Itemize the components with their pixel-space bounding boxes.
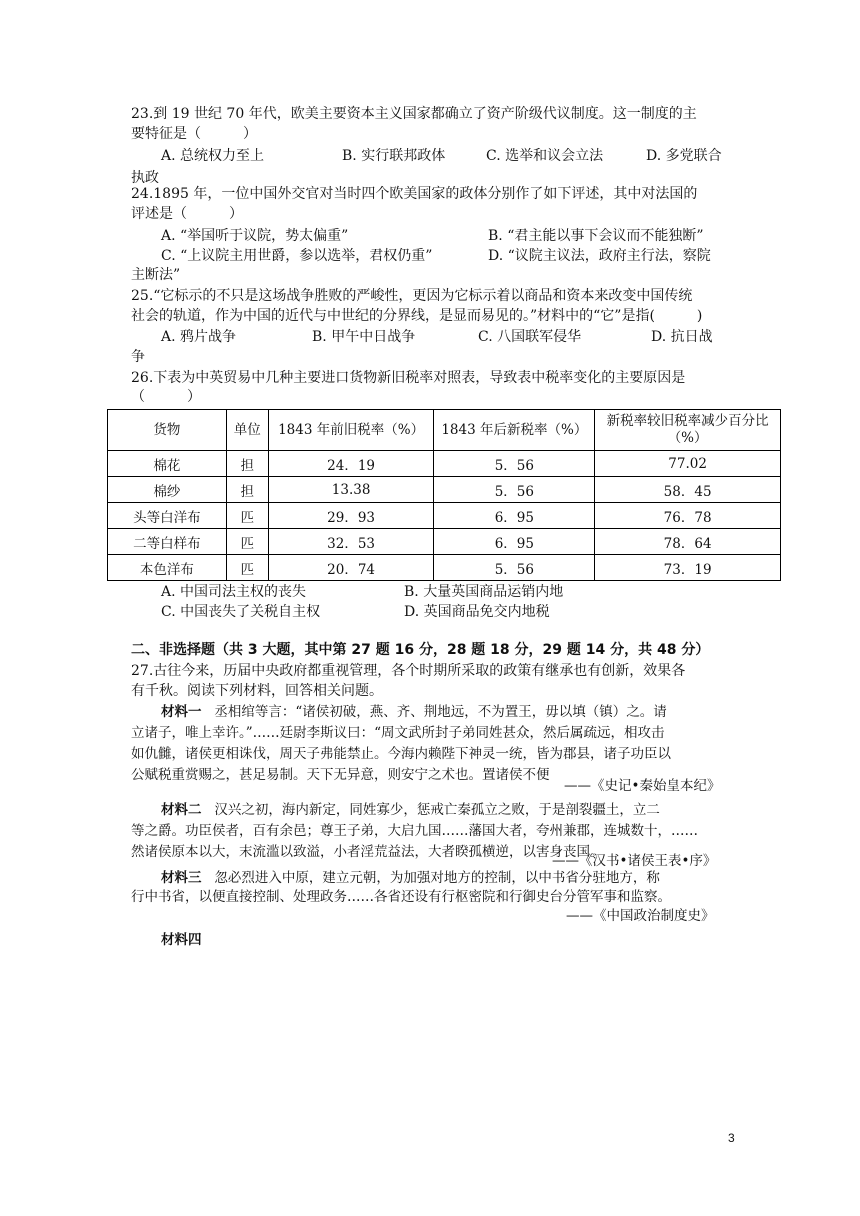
q23-option-d-wrap: 执政 <box>131 170 159 186</box>
q24-option-a: A. “举国听于议院，势太偏重” <box>161 228 349 244</box>
q26-option-d: D. 英国商品免交内地税 <box>404 604 550 620</box>
q26-stem-line1: 26.下表为中英贸易中几种主要进口货物新旧税率对照表，导致表中税率变化的主要原因是 <box>131 370 686 386</box>
material-1-line2: 立诸子，唯上幸许。”……廷尉李斯议曰：“周文武所封子弟同姓甚众，然后属疏远，相攻击 <box>131 725 665 741</box>
material-2-line2: 等之爵。功臣侯者，百有余邑；尊王子弟，大启九国……藩国大者，夸州兼郡，连城数十，…… <box>131 823 698 839</box>
cell-new-rate: 5．56 <box>434 555 595 581</box>
material-2-text: 汉兴之初，海内新定，同姓寡少，惩戒亡秦孤立之败，于是剖裂疆土，立二 <box>214 802 660 818</box>
table-header-row <box>108 410 781 451</box>
table-row <box>108 529 781 555</box>
material-3-label: 材料三 <box>161 870 202 886</box>
q25-option-d: D. 抗日战 <box>651 329 713 345</box>
material-2-source: ——《汉书•诸侯王表•序》 <box>552 853 717 869</box>
material-3-line1 <box>161 868 660 888</box>
cell-goods: 本色洋布 <box>108 555 227 581</box>
header-old-rate: 1843 年前旧税率（%） <box>268 410 434 451</box>
tax-rate-table <box>107 409 781 581</box>
cell-goods: 棉纱 <box>108 477 227 503</box>
q25-option-c: C. 八国联军侵华 <box>478 329 582 345</box>
material-1-label: 材料一 <box>161 704 202 720</box>
cell-unit: 担 <box>226 451 268 477</box>
q26-option-b: B. 大量英国商品运销内地 <box>404 584 564 600</box>
material-3-text: 忽必烈进入中原，建立元朝，为加强对地方的控制，以中书省分驻地方，称 <box>214 870 660 886</box>
header-new-rate: 1843 年后新税率（%） <box>434 410 595 451</box>
q27-stem-line1: 27.古往今来，历届中央政府都重视管理，各个时期所采取的政策有继承也有创新，效果各 <box>131 663 686 679</box>
header-reduction: 新税率较旧税率减少百分比（%） <box>595 410 781 451</box>
q25-stem-line2: 社会的轨道，作为中国的近代与中世纪的分界线，是显而易见的。”材料中的“它”是指( ) <box>131 308 703 324</box>
q24-stem-line2: 评述是（ ） <box>131 206 243 222</box>
table-row <box>108 503 781 529</box>
cell-new-rate: 6．95 <box>434 503 595 529</box>
material-1-line3: 如仇雠，诸侯更相诛伐，周天子弗能禁止。今海内赖陛下神灵一统，皆为郡县，诸子功臣以 <box>131 746 671 762</box>
cell-new-rate: 5．56 <box>434 477 595 503</box>
material-1-source: ——《史记•秦始皇本纪》 <box>564 778 721 794</box>
q26-option-c: C. 中国丧失了关税自主权 <box>161 604 321 620</box>
material-3-source: ——《中国政治制度史》 <box>566 908 715 924</box>
material-3-line2: 行中书省，以便直接控制、处理政务……各省还设有行枢密院和行御史台分管军事和监察。 <box>131 889 671 905</box>
cell-goods: 二等白样布 <box>108 529 227 555</box>
cell-unit: 匹 <box>226 503 268 529</box>
table-row <box>108 477 781 503</box>
cell-new-rate: 5．56 <box>434 451 595 477</box>
material-2-line3: 然诸侯原本以大，末流滥以致溢，小者淫荒益法，大者睽孤横逆，以害身丧国。 <box>131 844 604 860</box>
q24-option-d-wrap: 主断法” <box>131 267 181 283</box>
material-1-line1 <box>161 702 667 722</box>
table-row <box>108 555 781 581</box>
q23-stem-line1: 23.到 19 世纪 70 年代，欧美主要资本主义国家都确立了资产阶级代议制度。这一制度的主 <box>131 106 697 122</box>
cell-old-rate: 29．93 <box>268 503 434 529</box>
cell-goods: 头等白洋布 <box>108 503 227 529</box>
cell-old-rate: 24．19 <box>268 451 434 477</box>
q24-option-d: D. “议院主议法，政府主行法，察院 <box>488 248 711 264</box>
q27-stem-line2: 有千秋。阅读下列材料，回答相关问题。 <box>131 683 383 699</box>
cell-reduction: 73．19 <box>595 555 781 581</box>
q24-option-c: C. “上议院主用世爵，参以选举，君权仍重” <box>161 248 433 264</box>
cell-old-rate: 13.38 <box>268 477 434 503</box>
cell-reduction: 77.02 <box>595 451 781 477</box>
cell-unit: 匹 <box>226 529 268 555</box>
section-heading: 二、非选择题（共 3 大题，其中第 27 题 16 分，28 题 18 分，29 题 14 分，共 48 分） <box>131 642 710 658</box>
q23-option-a: A. 总统权力至上 <box>161 148 265 164</box>
cell-unit: 担 <box>226 477 268 503</box>
cell-old-rate: 32．53 <box>268 529 434 555</box>
header-goods: 货物 <box>108 410 227 451</box>
cell-unit: 匹 <box>226 555 268 581</box>
q24-stem-line1: 24.1895 年，一位中国外交官对当时四个欧美国家的政体分别作了如下评述，其中对法国的 <box>131 186 698 202</box>
material-1-line4: 公赋税重赏赐之，甚足易制。天下无异意，则安宁之术也。置诸侯不便 <box>131 767 550 783</box>
q25-option-d-wrap: 争 <box>131 349 145 365</box>
cell-old-rate: 20．74 <box>268 555 434 581</box>
material-2-line1 <box>161 800 660 820</box>
page-number: 3 <box>728 1131 735 1145</box>
cell-new-rate: 6．95 <box>434 529 595 555</box>
q25-option-b: B. 甲午中日战争 <box>312 329 416 345</box>
q23-option-d: D. 多党联合 <box>646 148 722 164</box>
header-unit: 单位 <box>226 410 268 451</box>
cell-reduction: 58．45 <box>595 477 781 503</box>
q26-option-a: A. 中国司法主权的丧失 <box>161 584 307 600</box>
q23-option-b: B. 实行联邦政体 <box>342 148 446 164</box>
q23-option-c: C. 选举和议会立法 <box>486 148 604 164</box>
table-row <box>108 451 781 477</box>
material-2-label: 材料二 <box>161 802 202 818</box>
material-1-text: 丞相绾等言：“诸侯初破，燕、齐、荆地远，不为置王，毋以填（镇）之。请 <box>214 704 667 720</box>
q24-option-b: B. “君主能以事下会议而不能独断” <box>488 228 704 244</box>
q23-stem-line2: 要特征是（ ） <box>131 126 257 142</box>
cell-goods: 棉花 <box>108 451 227 477</box>
q26-stem-line2: （ ） <box>131 389 201 405</box>
material-4-label: 材料四 <box>161 932 202 948</box>
cell-reduction: 78．64 <box>595 529 781 555</box>
q25-option-a: A. 鸦片战争 <box>161 329 237 345</box>
q25-stem-line1: 25.“它标示的不只是这场战争胜败的严峻性，更因为它标示着以商品和资本来改变中国传统 <box>131 288 693 304</box>
cell-reduction: 76．78 <box>595 503 781 529</box>
